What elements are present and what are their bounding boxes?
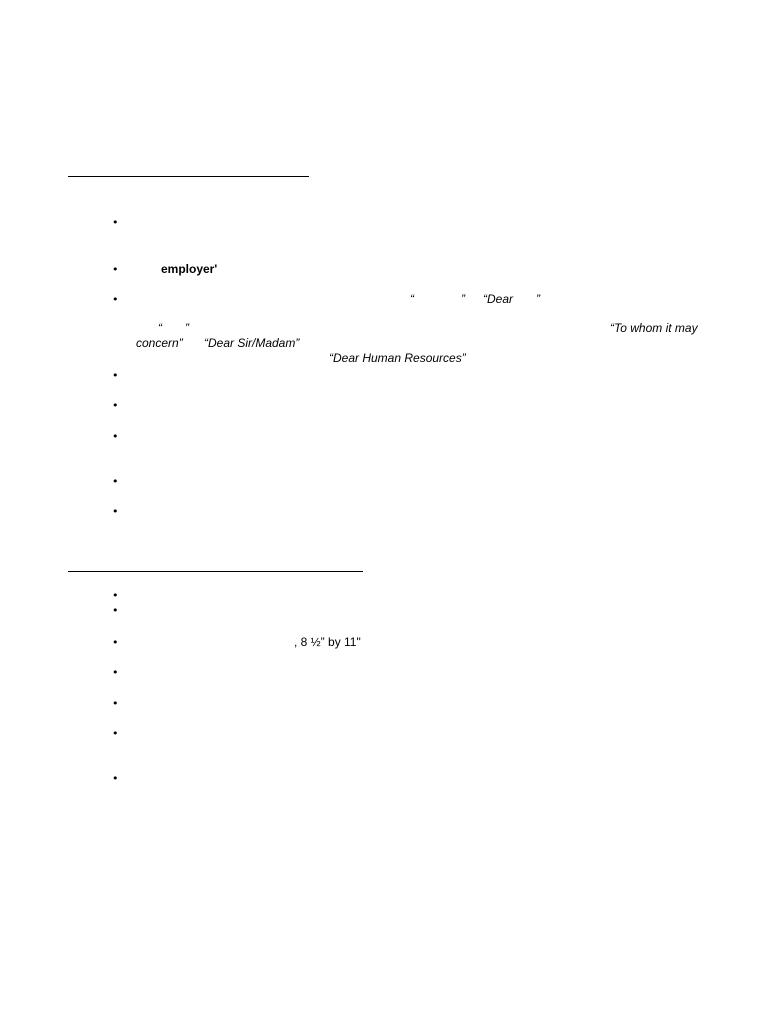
section-2-bullet-5: • — [112, 697, 119, 710]
open-quote-2: “ — [158, 321, 162, 335]
section-1-bullet-2: • — [112, 263, 119, 276]
dear-human-resources-text: “Dear Human Resources” — [329, 351, 466, 365]
section-1-bullet-7: • — [112, 475, 119, 488]
section-2-bullet-1: • — [112, 589, 119, 602]
dear-text: “Dear — [483, 292, 514, 306]
section-1-bullet-4: • — [112, 369, 119, 382]
section-1-bullet-1: • — [112, 216, 119, 229]
section-2-bullet-4: • — [112, 666, 119, 679]
concern-text: concern” — [136, 336, 183, 350]
open-quote-1: “ — [410, 292, 414, 306]
employer-text: employer' — [161, 262, 218, 276]
section-2-bullet-6: • — [112, 727, 119, 740]
close-quote-1: ” — [461, 292, 465, 306]
section-2-heading-underline — [68, 571, 363, 572]
close-quote-3: ” — [185, 321, 189, 335]
section-1-heading-underline — [68, 176, 309, 177]
section-1-bullet-8: • — [112, 505, 119, 518]
to-whom-text: “To whom it may — [610, 321, 698, 335]
paper-size-text: , 8 ½” by 11" — [294, 635, 361, 649]
close-quote-2: ” — [536, 292, 540, 306]
section-2-bullet-7: • — [112, 772, 119, 785]
section-1-bullet-6: • — [112, 430, 119, 443]
dear-sir-madam-text: “Dear Sir/Madam” — [204, 336, 300, 350]
section-1-bullet-3: • — [112, 293, 119, 306]
section-2-bullet-2: • — [112, 604, 119, 617]
section-2-bullet-3: • — [112, 636, 119, 649]
section-1-bullet-5: • — [112, 399, 119, 412]
